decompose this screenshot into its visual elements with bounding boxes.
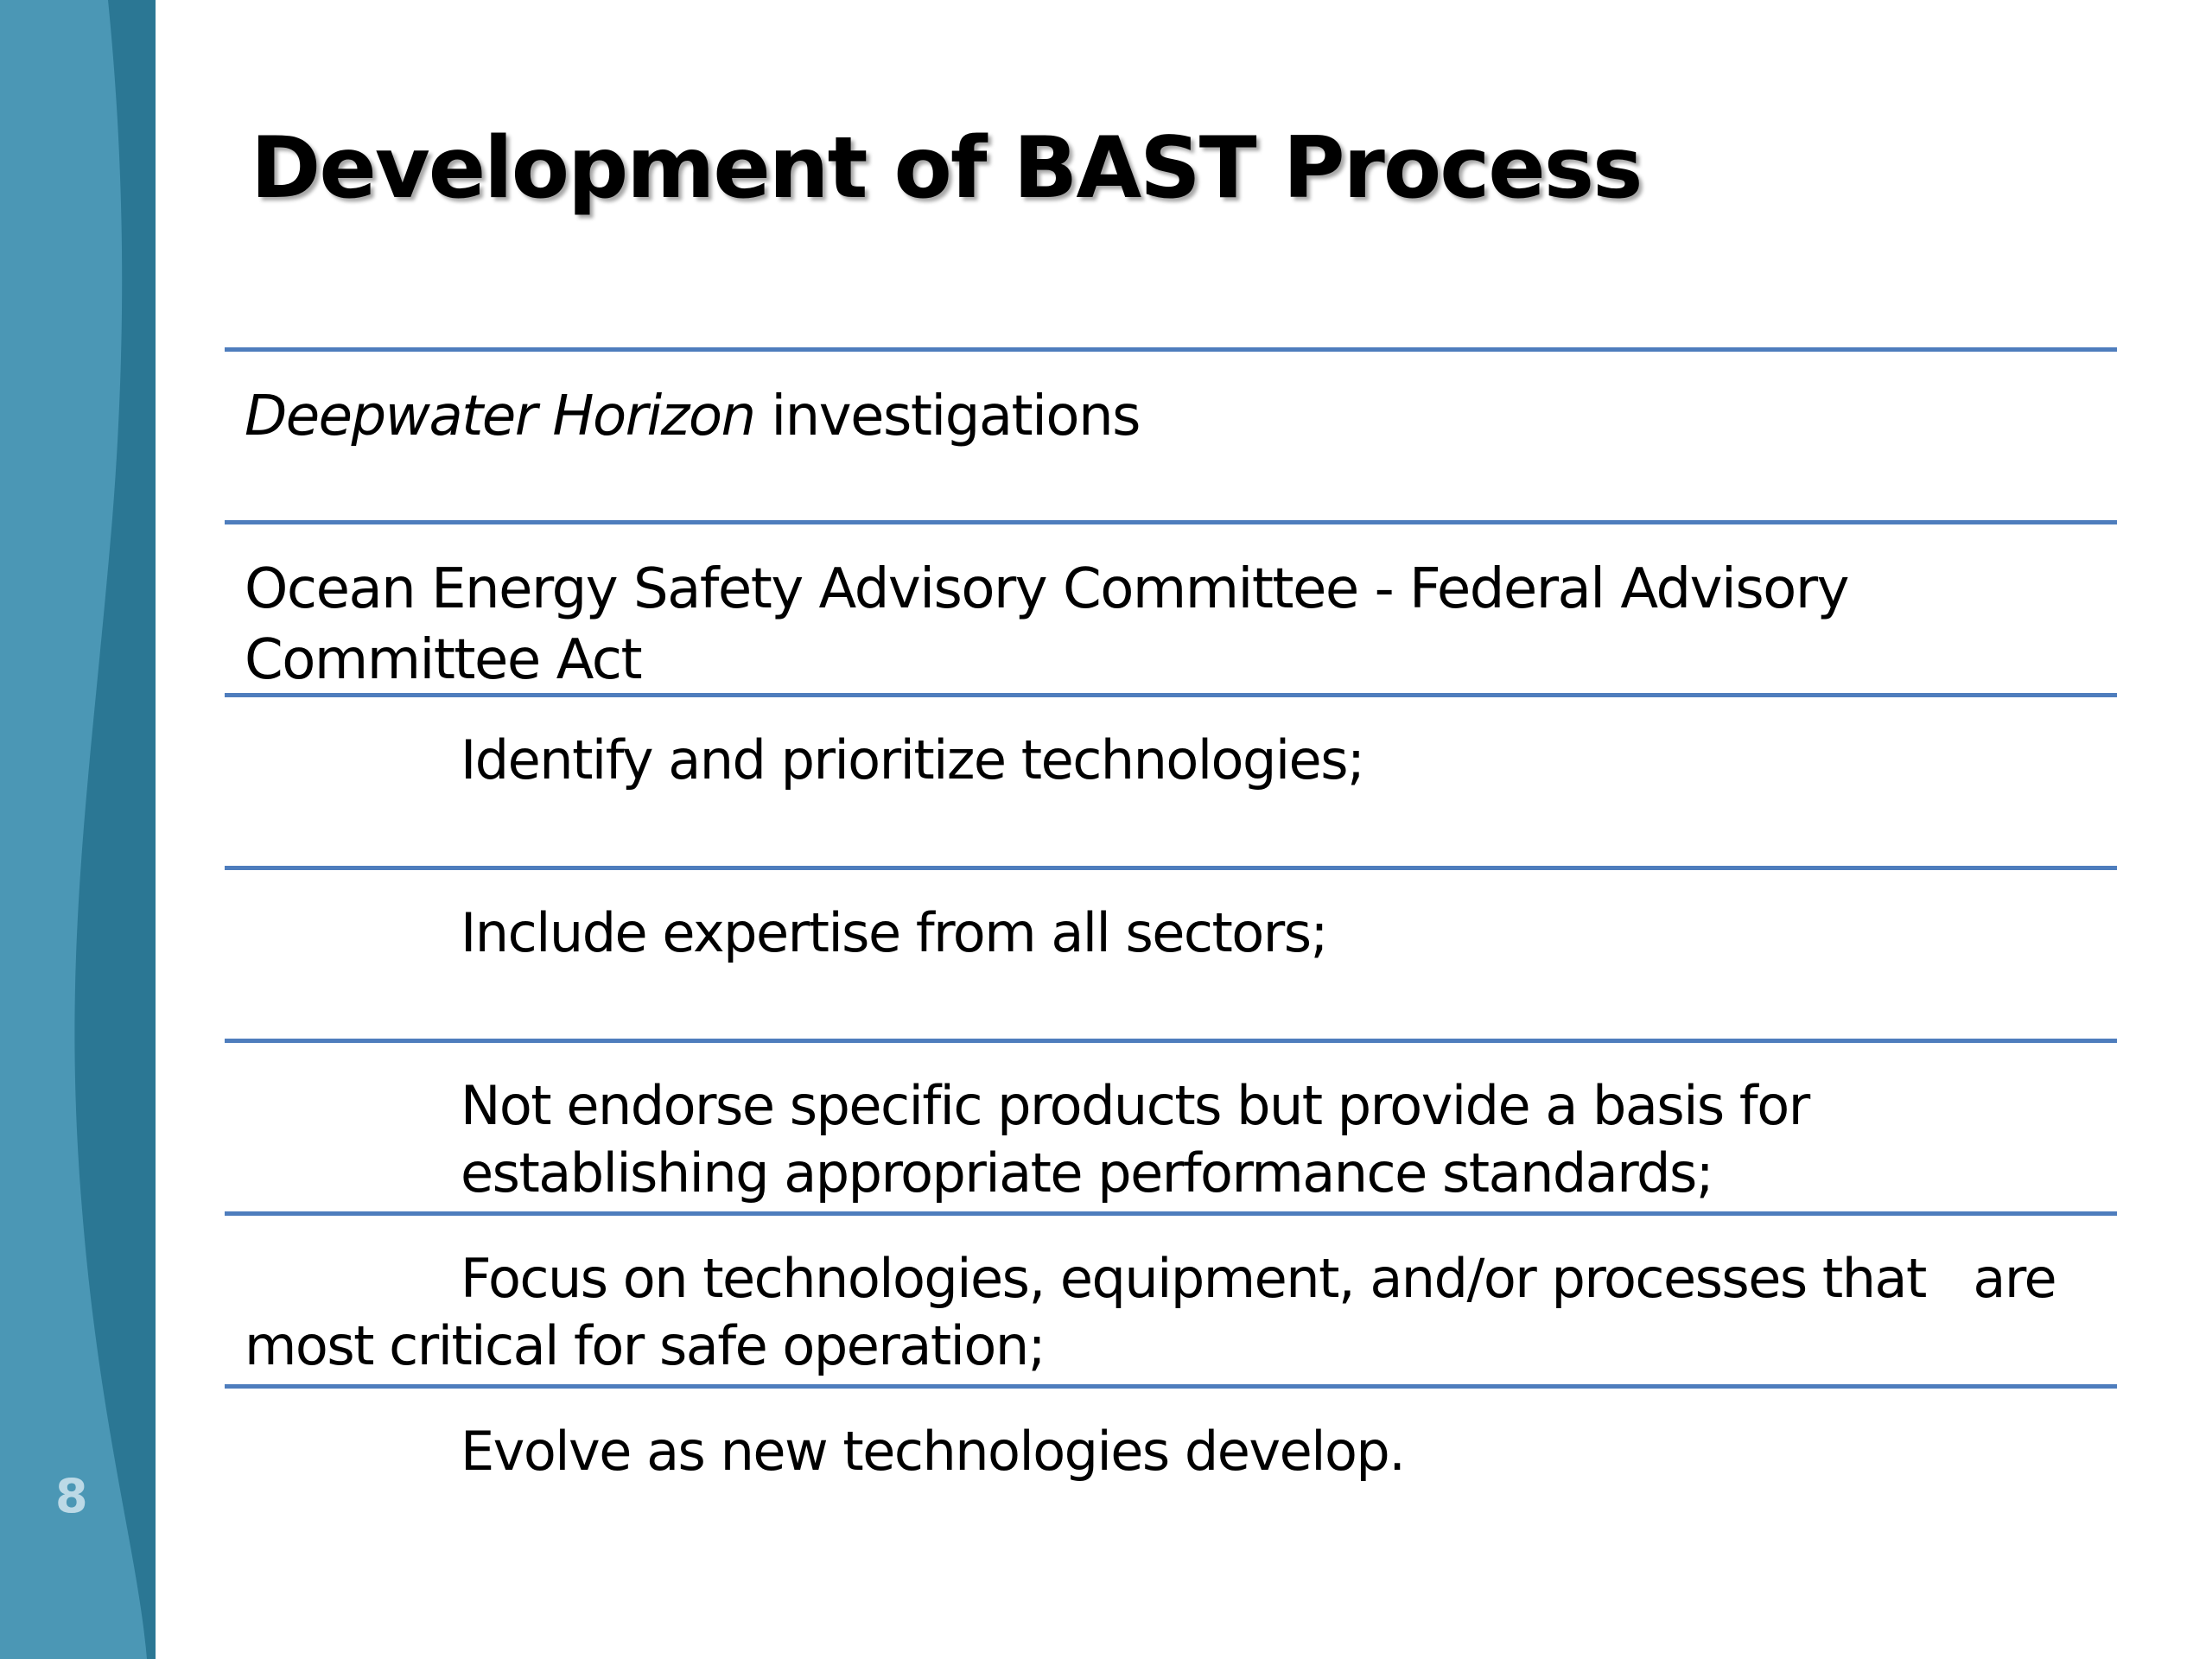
row-text — [245, 381, 2117, 452]
row-text: Identify and prioritize technologies; — [461, 728, 1364, 791]
row-text: Evolve as new technologies develop. — [461, 1420, 1405, 1483]
table-row — [225, 520, 2117, 693]
slide-number: 8 — [55, 1469, 88, 1523]
content-table — [225, 347, 2117, 1557]
sidebar-decoration — [0, 0, 156, 1659]
row-text: Not endorse specific products but provide a basis for establishing appropriate performance standards; — [461, 1074, 1825, 1205]
table-row — [225, 693, 2117, 866]
table-row — [225, 347, 2117, 520]
row-text-italic: Deepwater Horizon — [245, 385, 755, 448]
slide-title: Development of BAST Process — [251, 119, 1642, 218]
table-row — [225, 866, 2117, 1039]
row-text: Include expertise from all sectors; — [461, 901, 1327, 964]
sidebar-wave-graphic — [0, 0, 156, 1659]
row-text: Ocean Energy Safety Advisory Committee - Federal Advisory Committee Act — [245, 557, 1865, 692]
row-text: Focus on technologies, equipment, and/or processes that are most critical for safe operation; — [245, 1247, 2072, 1377]
table-row — [225, 1211, 2117, 1384]
row-text-rest: investigations — [754, 385, 1140, 448]
table-row — [225, 1039, 2117, 1211]
table-row — [225, 1384, 2117, 1557]
